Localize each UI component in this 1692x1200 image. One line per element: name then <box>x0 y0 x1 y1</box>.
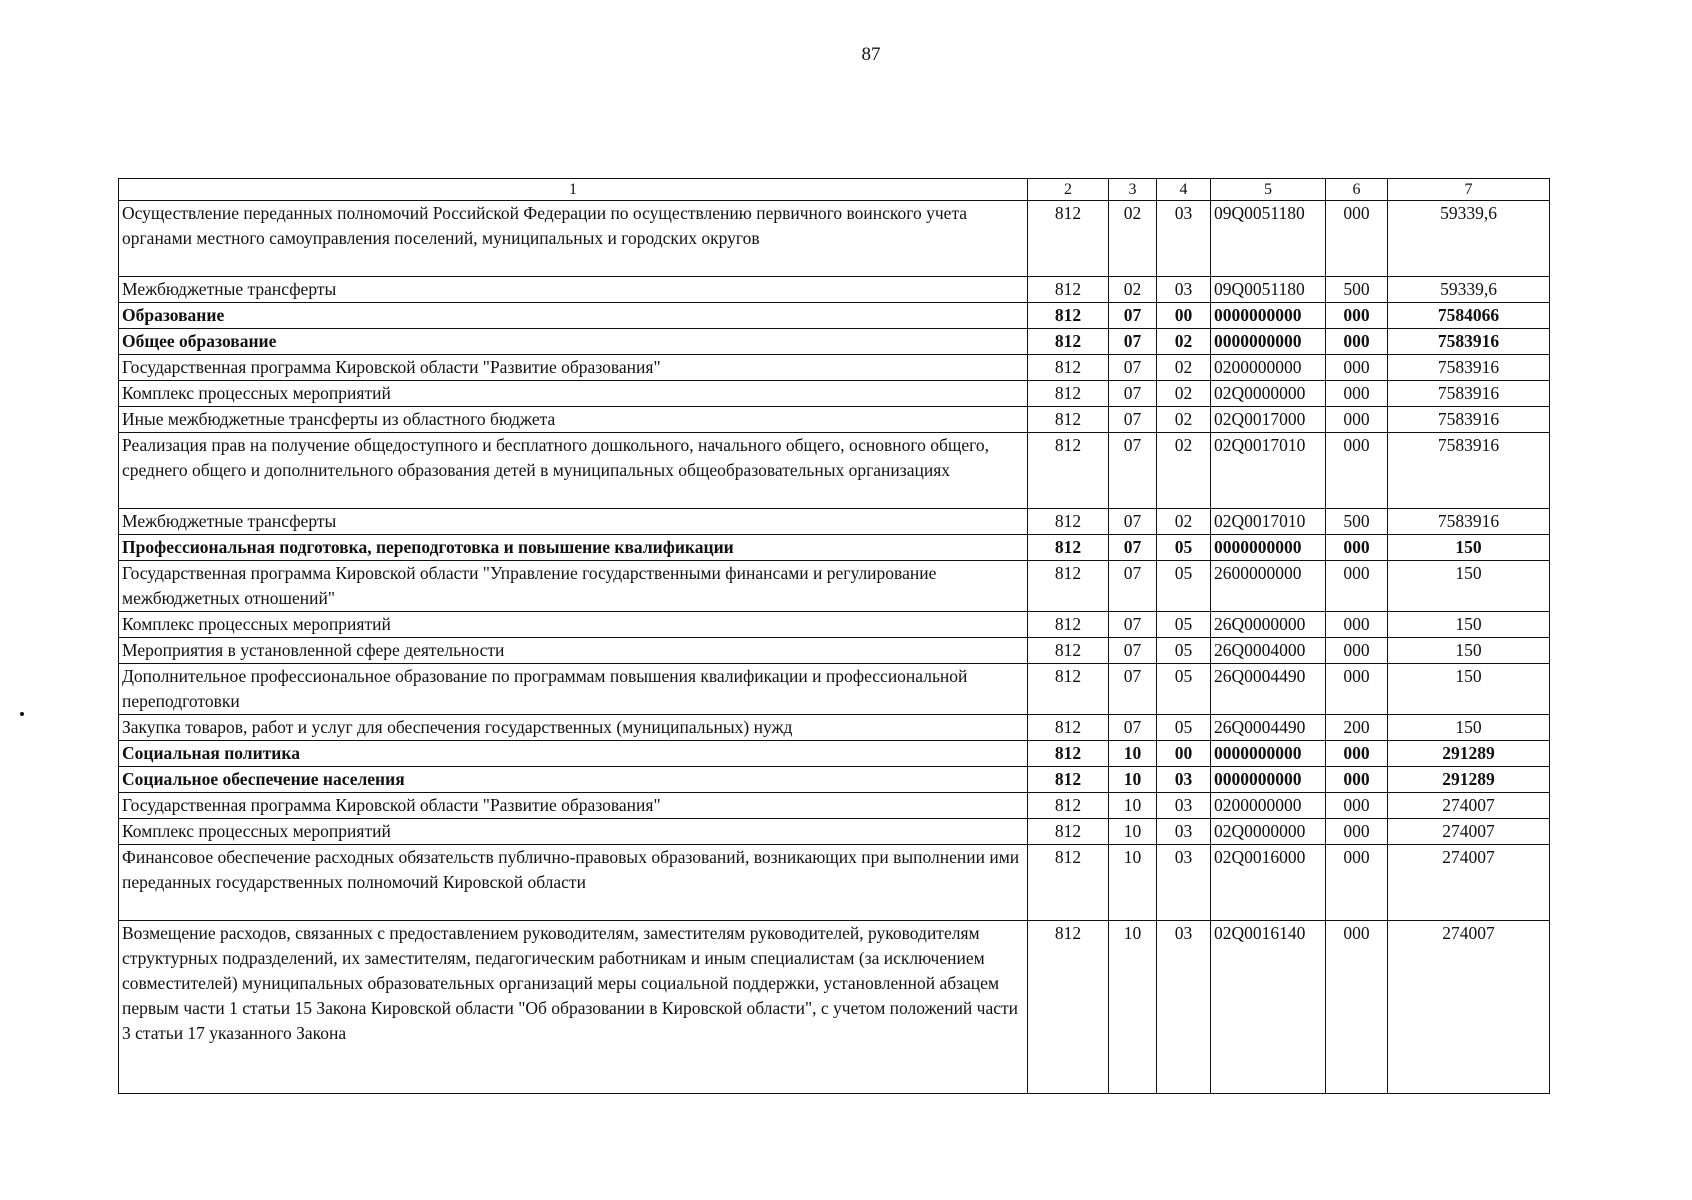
cell-subsection: 05 <box>1157 664 1211 715</box>
table-row <box>119 819 1550 845</box>
cell-section: 02 <box>1109 277 1157 303</box>
cell-expense-type: 200 <box>1326 715 1388 741</box>
cell-section: 07 <box>1109 664 1157 715</box>
cell-section: 07 <box>1109 638 1157 664</box>
cell-expense-type: 000 <box>1326 433 1388 509</box>
cell-amount: 150 <box>1388 715 1550 741</box>
cell-target-article: 09Q0051180 <box>1211 201 1326 277</box>
cell-subsection: 03 <box>1157 921 1211 1094</box>
cell-target-article: 02Q0000000 <box>1211 381 1326 407</box>
cell-target-article: 09Q0051180 <box>1211 277 1326 303</box>
cell-grbs: 812 <box>1028 715 1109 741</box>
cell-grbs: 812 <box>1028 407 1109 433</box>
cell-name: Профессиональная подготовка, переподготовка и повышение квалификации <box>119 535 1028 561</box>
cell-name: Комплекс процессных мероприятий <box>119 819 1028 845</box>
header-col-1: 1 <box>119 179 1028 201</box>
budget-table <box>118 178 1550 1094</box>
cell-section: 07 <box>1109 355 1157 381</box>
cell-amount: 59339,6 <box>1388 277 1550 303</box>
cell-name: Финансовое обеспечение расходных обязательств публично-правовых образований, возникающих при выполнении ими переданных государственных полномочий Кировской области <box>119 845 1028 921</box>
cell-grbs: 812 <box>1028 277 1109 303</box>
table-row <box>119 793 1550 819</box>
cell-expense-type: 000 <box>1326 201 1388 277</box>
cell-section: 07 <box>1109 612 1157 638</box>
cell-expense-type: 000 <box>1326 561 1388 612</box>
cell-expense-type: 000 <box>1326 793 1388 819</box>
cell-target-article: 26Q0000000 <box>1211 612 1326 638</box>
cell-amount: 291289 <box>1388 741 1550 767</box>
cell-amount: 150 <box>1388 535 1550 561</box>
cell-target-article: 2600000000 <box>1211 561 1326 612</box>
cell-amount: 274007 <box>1388 793 1550 819</box>
cell-target-article: 26Q0004000 <box>1211 638 1326 664</box>
cell-section: 10 <box>1109 741 1157 767</box>
cell-name: Общее образование <box>119 329 1028 355</box>
cell-target-article: 0000000000 <box>1211 303 1326 329</box>
cell-subsection: 05 <box>1157 638 1211 664</box>
table-row <box>119 845 1550 921</box>
cell-section: 07 <box>1109 303 1157 329</box>
cell-section: 07 <box>1109 509 1157 535</box>
table-row <box>119 612 1550 638</box>
cell-target-article: 0000000000 <box>1211 535 1326 561</box>
cell-section: 07 <box>1109 407 1157 433</box>
table-row <box>119 664 1550 715</box>
cell-subsection: 03 <box>1157 793 1211 819</box>
cell-section: 02 <box>1109 201 1157 277</box>
cell-target-article: 02Q0016140 <box>1211 921 1326 1094</box>
cell-section: 10 <box>1109 793 1157 819</box>
table-row <box>119 381 1550 407</box>
cell-section: 07 <box>1109 715 1157 741</box>
cell-name: Комплекс процессных мероприятий <box>119 381 1028 407</box>
cell-amount: 150 <box>1388 664 1550 715</box>
cell-name: Мероприятия в установленной сфере деятельности <box>119 638 1028 664</box>
cell-expense-type: 000 <box>1326 921 1388 1094</box>
table-row <box>119 921 1550 1094</box>
cell-amount: 274007 <box>1388 819 1550 845</box>
cell-amount: 7583916 <box>1388 407 1550 433</box>
cell-subsection: 00 <box>1157 741 1211 767</box>
cell-section: 10 <box>1109 767 1157 793</box>
cell-expense-type: 000 <box>1326 819 1388 845</box>
cell-grbs: 812 <box>1028 329 1109 355</box>
cell-grbs: 812 <box>1028 612 1109 638</box>
cell-grbs: 812 <box>1028 793 1109 819</box>
cell-target-article: 0200000000 <box>1211 793 1326 819</box>
cell-target-article: 0200000000 <box>1211 355 1326 381</box>
cell-subsection: 05 <box>1157 561 1211 612</box>
cell-grbs: 812 <box>1028 845 1109 921</box>
header-col-5: 5 <box>1211 179 1326 201</box>
cell-subsection: 03 <box>1157 819 1211 845</box>
cell-grbs: 812 <box>1028 767 1109 793</box>
table-row <box>119 407 1550 433</box>
cell-expense-type: 000 <box>1326 638 1388 664</box>
cell-expense-type: 000 <box>1326 741 1388 767</box>
table-row <box>119 277 1550 303</box>
cell-subsection: 02 <box>1157 329 1211 355</box>
cell-subsection: 03 <box>1157 845 1211 921</box>
cell-name: Образование <box>119 303 1028 329</box>
cell-name: Межбюджетные трансферты <box>119 509 1028 535</box>
header-col-2: 2 <box>1028 179 1109 201</box>
cell-name: Закупка товаров, работ и услуг для обеспечения государственных (муниципальных) нужд <box>119 715 1028 741</box>
cell-name: Социальная политика <box>119 741 1028 767</box>
cell-target-article: 02Q0017010 <box>1211 509 1326 535</box>
cell-amount: 150 <box>1388 561 1550 612</box>
cell-target-article: 26Q0004490 <box>1211 664 1326 715</box>
cell-name: Государственная программа Кировской области "Развитие образования" <box>119 355 1028 381</box>
cell-amount: 7583916 <box>1388 355 1550 381</box>
cell-grbs: 812 <box>1028 201 1109 277</box>
table-row <box>119 741 1550 767</box>
cell-subsection: 02 <box>1157 355 1211 381</box>
column-number-header-row <box>119 179 1550 201</box>
cell-subsection: 05 <box>1157 612 1211 638</box>
cell-grbs: 812 <box>1028 664 1109 715</box>
cell-name: Социальное обеспечение населения <box>119 767 1028 793</box>
header-col-6: 6 <box>1326 179 1388 201</box>
table-row <box>119 535 1550 561</box>
cell-grbs: 812 <box>1028 509 1109 535</box>
table-row <box>119 303 1550 329</box>
table-body <box>119 201 1550 1094</box>
table-row <box>119 201 1550 277</box>
cell-grbs: 812 <box>1028 303 1109 329</box>
cell-amount: 150 <box>1388 638 1550 664</box>
cell-grbs: 812 <box>1028 561 1109 612</box>
cell-expense-type: 000 <box>1326 535 1388 561</box>
header-col-4: 4 <box>1157 179 1211 201</box>
cell-subsection: 02 <box>1157 381 1211 407</box>
cell-section: 10 <box>1109 819 1157 845</box>
cell-subsection: 05 <box>1157 715 1211 741</box>
cell-section: 10 <box>1109 921 1157 1094</box>
cell-subsection: 05 <box>1157 535 1211 561</box>
cell-target-article: 02Q0016000 <box>1211 845 1326 921</box>
cell-name: Иные межбюджетные трансферты из областного бюджета <box>119 407 1028 433</box>
cell-target-article: 02Q0000000 <box>1211 819 1326 845</box>
cell-name: Дополнительное профессиональное образование по программам повышения квалификации и профессиональной переподготовки <box>119 664 1028 715</box>
cell-subsection: 02 <box>1157 433 1211 509</box>
cell-section: 07 <box>1109 329 1157 355</box>
cell-section: 10 <box>1109 845 1157 921</box>
cell-grbs: 812 <box>1028 741 1109 767</box>
cell-target-article: 0000000000 <box>1211 329 1326 355</box>
cell-subsection: 03 <box>1157 767 1211 793</box>
cell-expense-type: 000 <box>1326 664 1388 715</box>
cell-amount: 7583916 <box>1388 329 1550 355</box>
cell-name: Государственная программа Кировской области "Развитие образования" <box>119 793 1028 819</box>
cell-expense-type: 500 <box>1326 277 1388 303</box>
cell-amount: 291289 <box>1388 767 1550 793</box>
cell-target-article: 02Q0017000 <box>1211 407 1326 433</box>
cell-amount: 274007 <box>1388 921 1550 1094</box>
cell-expense-type: 000 <box>1326 355 1388 381</box>
cell-expense-type: 000 <box>1326 329 1388 355</box>
cell-amount: 59339,6 <box>1388 201 1550 277</box>
cell-expense-type: 500 <box>1326 509 1388 535</box>
cell-target-article: 02Q0017010 <box>1211 433 1326 509</box>
cell-target-article: 0000000000 <box>1211 741 1326 767</box>
cell-section: 07 <box>1109 381 1157 407</box>
cell-section: 07 <box>1109 561 1157 612</box>
cell-section: 07 <box>1109 433 1157 509</box>
cell-grbs: 812 <box>1028 638 1109 664</box>
cell-name: Возмещение расходов, связанных с предоставлением руководителям, заместителям руководителей, руководителям структурных подразделений, их заместителям, педагогическим работникам и иным специалистам (за исключением совместителей) муниципальных образовательных организаций меры социальной поддержки, установленной абзацем первым части 1 статьи 15 Закона Кировской области "Об образовании в Кировской области", с учетом положений части 3 статьи 17 указанного Закона <box>119 921 1028 1094</box>
table-row <box>119 767 1550 793</box>
cell-section: 07 <box>1109 535 1157 561</box>
cell-grbs: 812 <box>1028 921 1109 1094</box>
cell-expense-type: 000 <box>1326 845 1388 921</box>
cell-name: Государственная программа Кировской области "Управление государственными финансами и регулирование межбюджетных отношений" <box>119 561 1028 612</box>
cell-expense-type: 000 <box>1326 303 1388 329</box>
table-row <box>119 433 1550 509</box>
cell-grbs: 812 <box>1028 819 1109 845</box>
table-row <box>119 638 1550 664</box>
cell-expense-type: 000 <box>1326 407 1388 433</box>
table-row <box>119 715 1550 741</box>
cell-target-article: 0000000000 <box>1211 767 1326 793</box>
cell-subsection: 03 <box>1157 277 1211 303</box>
cell-grbs: 812 <box>1028 433 1109 509</box>
cell-expense-type: 000 <box>1326 612 1388 638</box>
cell-amount: 7583916 <box>1388 509 1550 535</box>
table-row <box>119 509 1550 535</box>
cell-expense-type: 000 <box>1326 381 1388 407</box>
cell-subsection: 02 <box>1157 407 1211 433</box>
cell-target-article: 26Q0004490 <box>1211 715 1326 741</box>
cell-name: Реализация прав на получение общедоступного и бесплатного дошкольного, начального общего, основного общего, среднего общего и дополнительного образования детей в муниципальных общеобразовательных организациях <box>119 433 1028 509</box>
cell-name: Межбюджетные трансферты <box>119 277 1028 303</box>
scan-speck <box>20 712 24 716</box>
header-col-3: 3 <box>1109 179 1157 201</box>
cell-amount: 7583916 <box>1388 381 1550 407</box>
header-col-7: 7 <box>1388 179 1550 201</box>
cell-subsection: 03 <box>1157 201 1211 277</box>
table-row <box>119 355 1550 381</box>
cell-grbs: 812 <box>1028 381 1109 407</box>
table-row <box>119 329 1550 355</box>
cell-amount: 274007 <box>1388 845 1550 921</box>
cell-name: Комплекс процессных мероприятий <box>119 612 1028 638</box>
cell-expense-type: 000 <box>1326 767 1388 793</box>
cell-subsection: 00 <box>1157 303 1211 329</box>
cell-amount: 7584066 <box>1388 303 1550 329</box>
table-row <box>119 561 1550 612</box>
cell-grbs: 812 <box>1028 535 1109 561</box>
cell-grbs: 812 <box>1028 355 1109 381</box>
page-number: 87 <box>861 44 881 65</box>
cell-amount: 150 <box>1388 612 1550 638</box>
cell-amount: 7583916 <box>1388 433 1550 509</box>
cell-subsection: 02 <box>1157 509 1211 535</box>
cell-name: Осуществление переданных полномочий Российской Федерации по осуществлению первичного воинского учета органами местного самоуправления поселений, муниципальных и городских округов <box>119 201 1028 277</box>
